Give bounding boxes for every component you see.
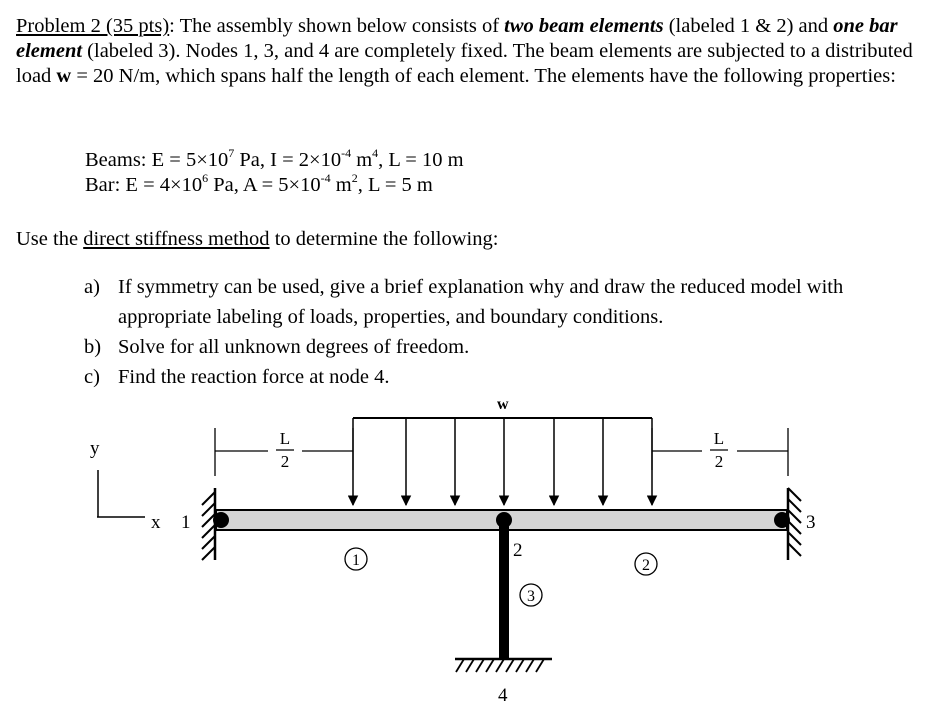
left-half-length-dimension <box>215 428 353 476</box>
question-text: Solve for all unknown degrees of freedom. <box>118 336 470 358</box>
node-2-label: 2 <box>513 540 523 561</box>
question-text: If symmetry can be used, give a brief explanation why and draw the reduced model with appropriate labeling of loads, properties, and boundary conditions. <box>118 276 844 328</box>
element-3-tag <box>520 584 542 606</box>
right-fixed-support <box>788 488 801 560</box>
axis-x-label: x <box>151 512 161 533</box>
right-half-length-dimension <box>652 428 788 476</box>
question-label: b) <box>84 336 102 358</box>
beams-mid: Pa, I = 2×10 <box>234 149 342 171</box>
intro-text-d: = 20 N/m, which spans half the length of each element. The elements have the following properties: <box>71 65 896 87</box>
node-1-dot <box>213 512 229 528</box>
bar-mid: Pa, A = 5×10 <box>208 174 321 196</box>
axis-indicator <box>90 438 161 533</box>
node-3-dot <box>774 512 790 528</box>
bar-element-phrase: one bar element <box>16 15 898 62</box>
method-name: direct stiffness method <box>83 228 270 250</box>
bar-a-unit-exponent: 2 <box>351 171 358 185</box>
element-1-tag <box>345 548 367 570</box>
problem-title: Problem 2 (35 pts) <box>16 15 170 37</box>
distributed-load <box>353 396 652 505</box>
right-length-denominator: 2 <box>714 452 724 471</box>
left-fixed-support <box>202 488 215 560</box>
beams-lead: Beams: E = 5×10 <box>85 149 229 171</box>
node-3-label: 3 <box>806 512 816 533</box>
bar-tail: , L = 5 m <box>357 174 433 196</box>
load-symbol: w <box>56 65 72 87</box>
beams-tail: , L = 10 m <box>378 149 464 171</box>
instruction-lead: Use the <box>16 228 84 250</box>
element-3-label: 3 <box>527 588 535 605</box>
bottom-fixed-support <box>455 659 552 672</box>
axis-y-label: y <box>90 438 100 459</box>
intro-text-b: (labeled 1 & 2) and <box>663 15 834 37</box>
intro-text-c: (labeled 3). Nodes 1, 3, and 4 are completely fixed. The beam elements are subjected to a distributed load <box>16 40 913 87</box>
node-1-label: 1 <box>181 512 191 533</box>
bar-a-unit: m <box>330 174 352 196</box>
beams-e-exponent: 7 <box>228 146 235 160</box>
question-label: c) <box>84 366 100 388</box>
bar-e-exponent: 6 <box>202 171 209 185</box>
beams-i-unit: m <box>351 149 373 171</box>
vertical-bar <box>499 520 509 658</box>
bar-a-exponent: -4 <box>320 171 331 185</box>
load-label: w <box>497 396 509 413</box>
left-length-numerator: L <box>279 429 291 448</box>
right-length-numerator: L <box>713 429 725 448</box>
bar-lead: Bar: E = 4×10 <box>85 174 203 196</box>
beam-elements-phrase: two beam elements <box>504 15 664 37</box>
node-2-dot <box>496 512 512 528</box>
beams-i-exponent: -4 <box>341 146 352 160</box>
question-label: a) <box>84 276 100 298</box>
element-1-label: 1 <box>352 552 360 569</box>
instruction-tail: to determine the following: <box>269 228 499 250</box>
element-2-tag <box>635 553 657 575</box>
element-2-label: 2 <box>642 557 650 574</box>
question-text: Find the reaction force at node 4. <box>118 366 390 388</box>
beams-i-unit-exponent: 4 <box>372 146 379 160</box>
node-4-label: 4 <box>498 685 508 706</box>
intro-text-a: : The assembly shown below consists of <box>169 15 505 37</box>
left-length-denominator: 2 <box>280 452 290 471</box>
